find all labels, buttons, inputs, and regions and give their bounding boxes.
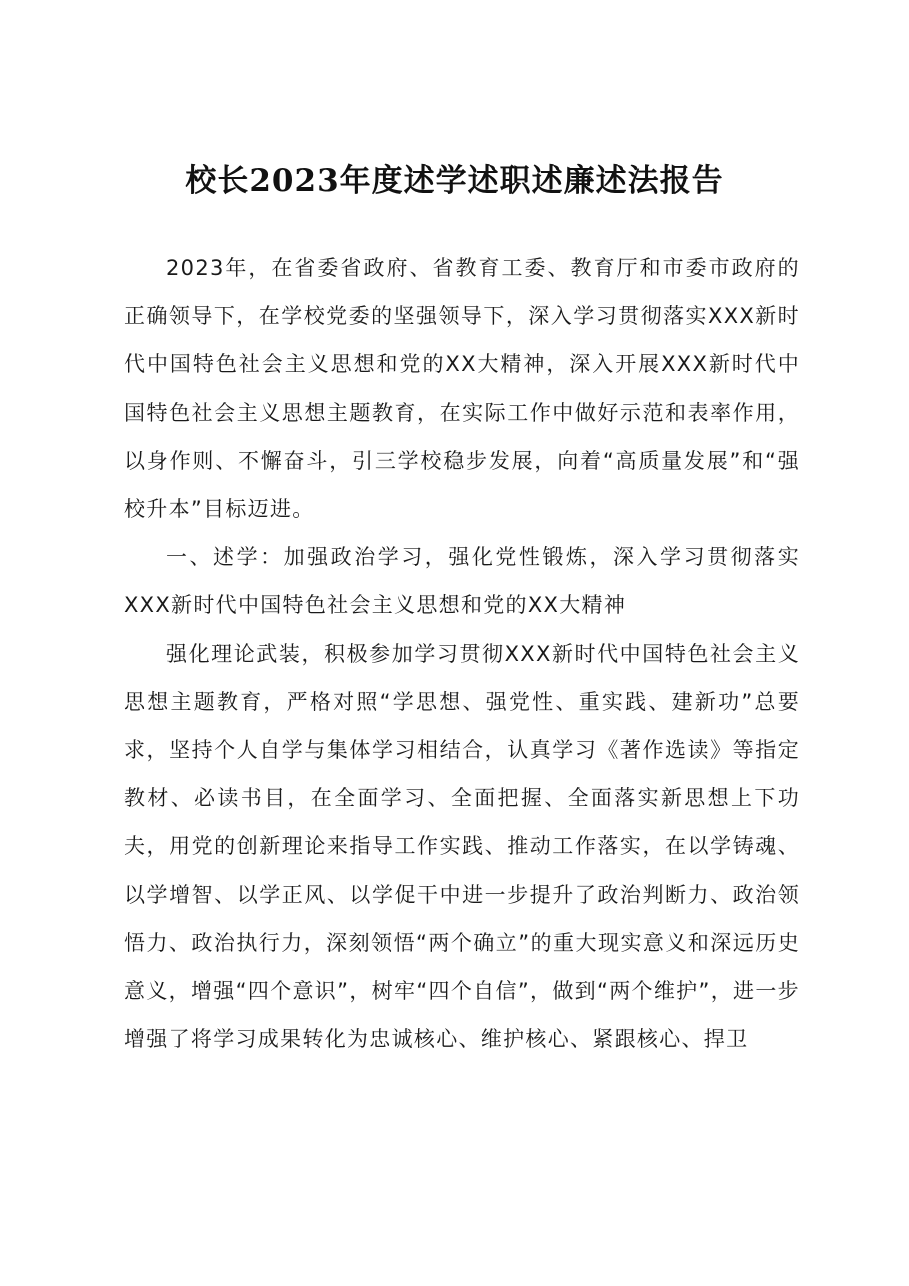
paragraph-theory-study: 强化理论武装，积极参加学习贯彻XXX新时代中国特色社会主义思想主题教育，严格对照“学思想、强党性、重实践、建新功”总要求，坚持个人自学与集体学习相结合，认真学习《著作选读》等指定教材、必读书目，在全面学习、全面把握、全面落实新思想上下功夫，用党的创新理论来指导工作实践、推动工作落实，在以学铸魂、以学增智、以学正风、以学促干中进一步提升了政治判断力、政治领悟力、政治执行力，深刻领悟“两个确立”的重大现实意义和深远历史意义，增强“四个意识”，树牢“四个自信”，做到“两个维护”，进一步增强了将学习成果转化为忠诚核心、维护核心、紧跟核心、捍卫 (124, 641, 800, 1052)
document-title: 校长2023年度述学述职述廉述法报告 (185, 163, 724, 199)
paragraph-section-heading: 一、述学：加强政治学习，强化党性锻炼，深入学习贯彻落实XXX新时代中国特色社会主义思想和党的XX大精神 (124, 545, 800, 618)
paragraph-intro: 2023年，在省委省政府、省教育工委、教育厅和市委市政府的正确领导下，在学校党委的坚强领导下，深入学习贯彻落实XXX新时代中国特色社会主义思想和党的XX大精神，深入开展XXX新时代中国特色社会主义思想主题教育，在实际工作中做好示范和表率作用，以身作则、不懈奋斗，引三学校稳步发展，向着“高质量发展”和“强校升本”目标迈进。 (124, 256, 800, 522)
document-body (124, 244, 800, 1063)
